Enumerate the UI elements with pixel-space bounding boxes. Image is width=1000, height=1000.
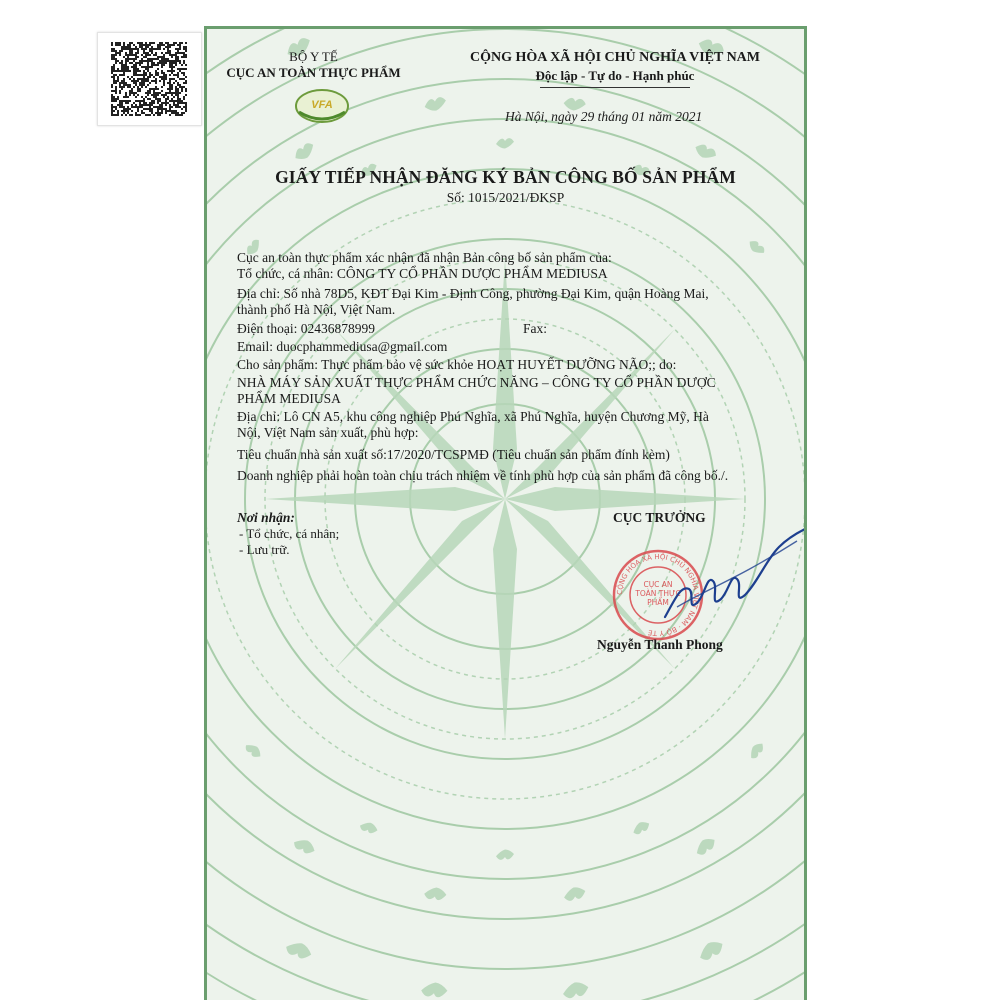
motto-underline	[540, 87, 690, 88]
responsibility-line: Doanh nghiệp phải hoàn toàn chịu trách nhiệm về tính phù hợp của sản phẩm đã công bố./.	[237, 468, 729, 483]
issuer-header	[221, 49, 406, 81]
country-name: CỘNG HÒA XÃ HỘI CHỦ NGHĨA VIỆT NAM	[469, 50, 760, 65]
manufacturer-line-2: PHẨM MEDIUSA	[237, 391, 341, 406]
recipient-item: - Lưu trữ.	[239, 542, 290, 557]
issue-date: Hà Nội, ngày 29 tháng 01 năm 2021	[505, 109, 703, 124]
handwritten-signature-icon	[647, 519, 807, 629]
vfa-logo-icon	[293, 86, 351, 126]
qr-code[interactable]	[97, 32, 202, 126]
manufacturer-line-1: NHÀ MÁY SẢN XUẤT THỰC PHẨM CHỨC NĂNG – CÔNG TY CỔ PHẦN DƯỢC	[237, 375, 716, 390]
signer-title: CỤC TRƯỞNG	[613, 510, 706, 525]
product-line: Cho sản phẩm: Thực phẩm bảo vệ sức khỏe HOẠT HUYẾT DƯỠNG NÃO;; do:	[237, 357, 677, 372]
phone-line: Điện thoại: 02436878999	[237, 321, 375, 336]
ministry-name: BỘ Y TẾ	[289, 49, 338, 64]
qr-code-icon	[111, 42, 187, 116]
national-header	[445, 49, 785, 88]
address-line-1: Địa chỉ: Số nhà 78D5, KĐT Đại Kim - Định Công, phường Đại Kim, quận Hoàng Mai,	[237, 286, 709, 301]
recipient-item: - Tổ chức, cá nhân;	[239, 526, 340, 541]
factory-address-line-2: Nội, Việt Nam sản xuất, phù hợp:	[237, 425, 419, 440]
svg-text:CỘNG HÒA XÃ HỘI CHỦ NGHĨA VIỆT: CỘNG HÒA XÃ HỘI CHỦ NGHĨA VIỆT NAM · BỘ Y TẾ	[615, 552, 701, 638]
national-motto: Độc lập - Tự do - Hạnh phúc	[535, 68, 695, 83]
standard-line: Tiêu chuẩn nhà sản xuất số:17/2020/TCSPMĐ (Tiêu chuẩn sản phẩm đính kèm)	[237, 447, 670, 462]
address-line-2: thành phố Hà Nội, Việt Nam.	[237, 302, 396, 317]
document-number: Số: 1015/2021/ĐKSP	[446, 190, 565, 205]
factory-address-line-1: Địa chỉ: Lô CN A5, khu công nghiệp Phú Nghĩa, xã Phú Nghĩa, huyện Chương Mỹ, Hà	[237, 409, 709, 424]
fax-line: Fax:	[523, 321, 548, 336]
recipients-label: Nơi nhận:	[237, 510, 295, 525]
signer-name: Nguyễn Thanh Phong	[597, 637, 723, 652]
stamp-center-text: CỤC AN TOÀN THỰC PHẨM	[635, 580, 681, 607]
organization-line: Tổ chức, cá nhân: CÔNG TY CỔ PHẦN DƯỢC PHẨM MEDIUSA	[237, 266, 608, 281]
email-line: Email: duocphammediusa@gmail.com	[237, 339, 448, 354]
logo-text: VFA	[311, 99, 333, 111]
intro-line: Cục an toàn thực phẩm xác nhận đã nhận Bản công bố sản phẩm của:	[237, 250, 612, 265]
document-title: GIẤY TIẾP NHẬN ĐĂNG KÝ BẢN CÔNG BỐ SẢN PHẨM	[275, 167, 736, 187]
department-name: CỤC AN TOÀN THỰC PHẨM	[226, 65, 401, 80]
certificate-document	[204, 26, 807, 1000]
